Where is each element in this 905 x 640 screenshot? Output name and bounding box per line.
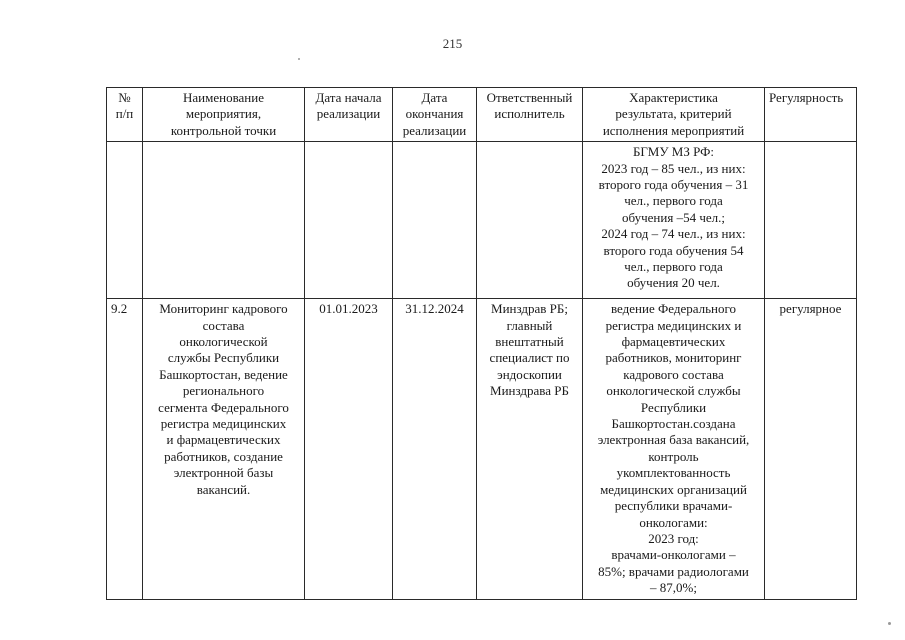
table-cell <box>107 142 143 299</box>
header-cell-responsible: Ответственный исполнитель <box>477 88 583 142</box>
result-cell: ведение Федерального регистра медицинских и фармацевтических работников, мониторинг кадрового состава онкологической службы Республики Башкортостан.создана электронная база вакансий, контроль укомплектованность медицинских организаций республики врачами- онкологами: 2023 год: врачами-онкологами – 85%; врачами радиологами – 87,0%; <box>583 299 765 599</box>
table-row-9-2 <box>107 299 857 599</box>
table-row-continuation <box>107 142 857 299</box>
responsible-cell: Минздрав РБ; главный внештатный специалист по эндоскопии Минздрава РБ <box>477 299 583 599</box>
table-cell <box>765 142 857 299</box>
header-row <box>107 88 857 142</box>
activity-table <box>106 87 857 600</box>
row-number-cell: 9.2 <box>107 299 143 599</box>
header-cell-result: Характеристика результата, критерий исполнения мероприятий <box>583 88 765 142</box>
regularity-cell: регулярное <box>765 299 857 599</box>
scan-speck <box>298 58 300 60</box>
table-cell <box>143 142 305 299</box>
page-number: 215 <box>442 36 463 51</box>
scan-speck <box>888 622 891 625</box>
header-cell-num: № п/п <box>107 88 143 142</box>
table-cell <box>393 142 477 299</box>
continuation-result-cell: БГМУ МЗ РФ: 2023 год – 85 чел., из них: второго года обучения – 31 чел., первого года обучения –54 чел.; 2024 год – 74 чел., из них: второго года обучения 54 чел., первого года обучения 20 чел. <box>583 142 765 299</box>
header-cell-start-date: Дата начала реализации <box>305 88 393 142</box>
activity-name-cell: Мониторинг кадрового состава онкологической службы Республики Башкортостан, ведение регионального сегмента Федерального регистра медицинских и фармацевтических работников, создание электронной базы вакансий. <box>143 299 305 599</box>
end-date-cell: 31.12.2024 <box>393 299 477 599</box>
table-cell <box>305 142 393 299</box>
header-cell-name: Наименование мероприятия, контрольной точки <box>143 88 305 142</box>
table-cell <box>477 142 583 299</box>
header-cell-regularity: Регулярность <box>765 88 857 142</box>
start-date-cell: 01.01.2023 <box>305 299 393 599</box>
header-cell-end-date: Дата окончания реализации <box>393 88 477 142</box>
